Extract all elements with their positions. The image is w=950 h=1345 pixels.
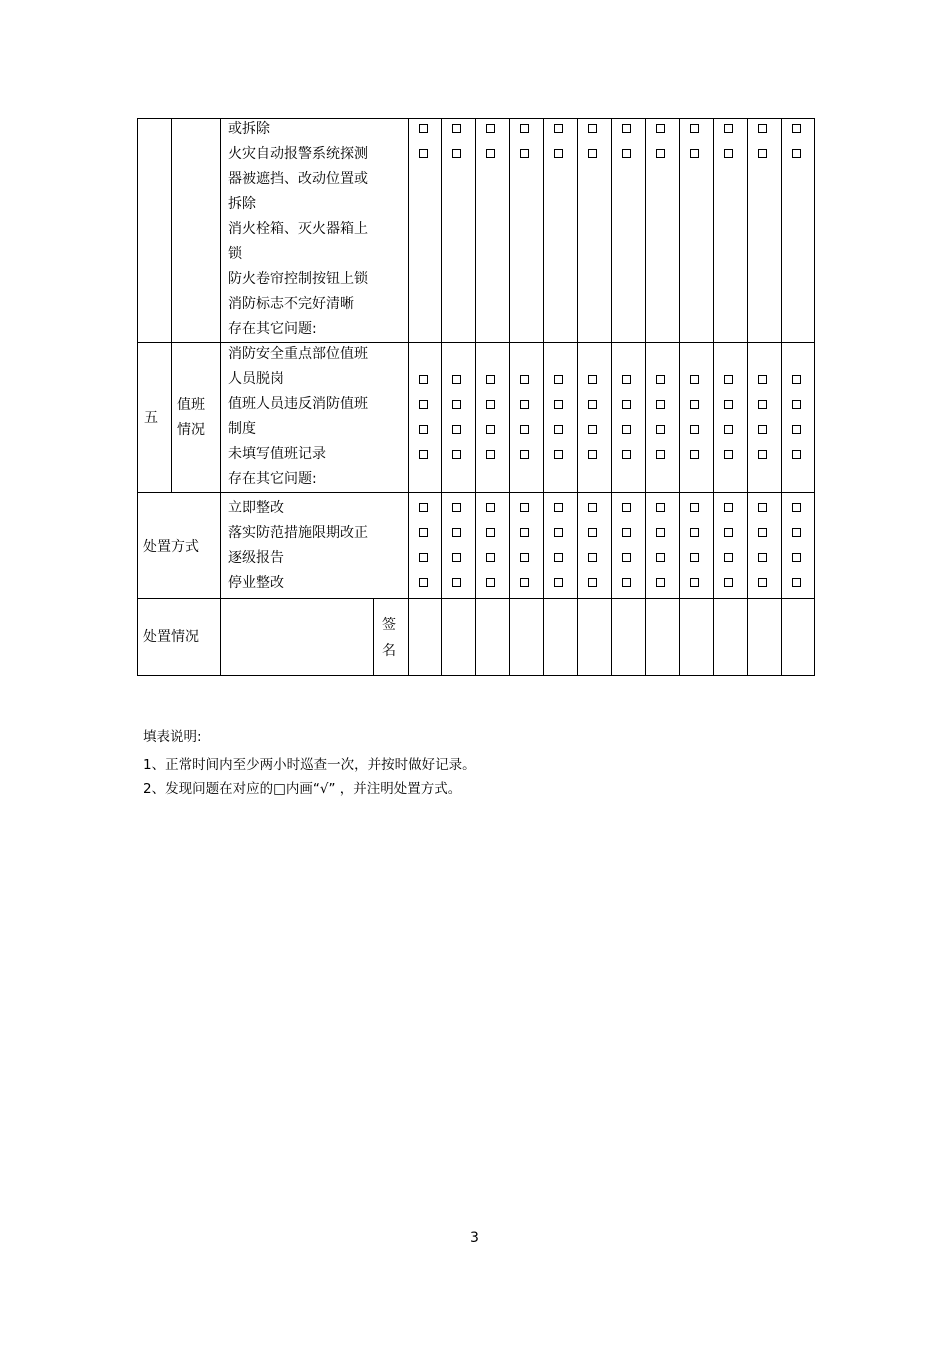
five-item-3: 制度 (228, 421, 256, 437)
checkbox[interactable] (690, 578, 699, 587)
table-hline-4 (137, 675, 815, 676)
checkbox[interactable] (724, 425, 733, 434)
checkbox[interactable] (792, 375, 801, 384)
checkbox[interactable] (724, 124, 733, 133)
cont-item-5: 锁 (228, 246, 242, 262)
checkbox[interactable] (486, 425, 495, 434)
checkbox[interactable] (758, 149, 767, 158)
checkbox[interactable] (452, 528, 461, 537)
checkbox[interactable] (520, 553, 529, 562)
checkbox[interactable] (520, 528, 529, 537)
checkbox[interactable] (792, 124, 801, 133)
checkbox[interactable] (588, 124, 597, 133)
checkbox[interactable] (724, 578, 733, 587)
checkbox[interactable] (792, 503, 801, 512)
checkbox[interactable] (758, 450, 767, 459)
checkbox[interactable] (588, 553, 597, 562)
disposal-method-label: 处置方式 (143, 539, 199, 555)
checkbox[interactable] (452, 425, 461, 434)
checkbox[interactable] (690, 375, 699, 384)
checkbox[interactable] (622, 124, 631, 133)
checkbox[interactable] (554, 400, 563, 409)
checkbox[interactable] (622, 425, 631, 434)
checkbox[interactable] (622, 503, 631, 512)
checkbox[interactable] (792, 528, 801, 537)
five-item-4: 未填写值班记录 (228, 446, 326, 462)
checkbox[interactable] (656, 503, 665, 512)
checkbox[interactable] (554, 425, 563, 434)
checkbox[interactable] (554, 578, 563, 587)
method-item-1: 落实防范措施限期改正 (228, 525, 368, 541)
sign-label-line2: 名 (382, 643, 396, 659)
table-vline-items (220, 118, 221, 675)
five-item-2: 值班人员违反消防值班 (228, 396, 368, 412)
table-vline-category (171, 118, 172, 492)
table-vline-sign (373, 598, 374, 675)
checkbox[interactable] (758, 375, 767, 384)
checkbox[interactable] (792, 450, 801, 459)
method-item-3: 停业整改 (228, 575, 284, 591)
checkbox[interactable] (656, 578, 665, 587)
checkbox[interactable] (486, 553, 495, 562)
checkbox[interactable] (554, 528, 563, 537)
checkbox[interactable] (792, 425, 801, 434)
checkbox[interactable] (690, 450, 699, 459)
checkbox[interactable] (588, 149, 597, 158)
checkbox[interactable] (452, 375, 461, 384)
checkbox[interactable] (419, 450, 428, 459)
page-number: 3 (470, 1230, 479, 1246)
table-vline-col-8 (679, 118, 680, 675)
checkbox[interactable] (792, 149, 801, 158)
five-item-5: 存在其它问题: (228, 471, 317, 487)
checkbox[interactable] (419, 425, 428, 434)
checkbox[interactable] (758, 400, 767, 409)
checkbox[interactable] (486, 450, 495, 459)
checkbox[interactable] (758, 578, 767, 587)
checkbox[interactable] (520, 450, 529, 459)
table-vline-col-6 (611, 118, 612, 675)
table-vline-col-2 (475, 118, 476, 675)
checkbox[interactable] (486, 375, 495, 384)
checkbox[interactable] (452, 124, 461, 133)
checkbox[interactable] (452, 149, 461, 158)
checkbox[interactable] (554, 124, 563, 133)
checkbox[interactable] (792, 400, 801, 409)
checkbox[interactable] (452, 578, 461, 587)
checkbox[interactable] (554, 149, 563, 158)
checkbox[interactable] (419, 400, 428, 409)
checkbox[interactable] (588, 425, 597, 434)
checkbox[interactable] (690, 503, 699, 512)
checkbox[interactable] (656, 553, 665, 562)
table-vline-col-11 (781, 118, 782, 675)
checkbox[interactable] (452, 503, 461, 512)
checkbox[interactable] (554, 503, 563, 512)
checkbox[interactable] (588, 400, 597, 409)
checkbox[interactable] (758, 553, 767, 562)
checkbox[interactable] (486, 503, 495, 512)
checkbox[interactable] (554, 553, 563, 562)
checkbox[interactable] (588, 578, 597, 587)
checkbox[interactable] (486, 149, 495, 158)
cont-item-6: 防火卷帘控制按钮上锁 (228, 271, 368, 287)
table-vline-col-3 (509, 118, 510, 675)
checkbox[interactable] (622, 578, 631, 587)
checkbox[interactable] (656, 375, 665, 384)
checkbox[interactable] (554, 375, 563, 384)
checkbox[interactable] (452, 450, 461, 459)
checkbox[interactable] (486, 400, 495, 409)
checkbox[interactable] (419, 149, 428, 158)
checkbox[interactable] (419, 553, 428, 562)
method-item-0: 立即整改 (228, 500, 284, 516)
five-item-1: 人员脱岗 (228, 371, 284, 387)
checkbox[interactable] (486, 528, 495, 537)
checkbox[interactable] (724, 400, 733, 409)
checkbox[interactable] (724, 149, 733, 158)
checkbox[interactable] (656, 450, 665, 459)
checkbox[interactable] (520, 400, 529, 409)
checkbox[interactable] (622, 450, 631, 459)
section-five-category-line1: 值班 (177, 397, 205, 413)
checkbox[interactable] (419, 124, 428, 133)
cont-item-1: 火灾自动报警系统探测 (228, 146, 368, 162)
checkbox[interactable] (520, 578, 529, 587)
cont-item-8: 存在其它问题: (228, 321, 317, 337)
checkbox[interactable] (520, 149, 529, 158)
checkbox[interactable] (419, 528, 428, 537)
checkbox[interactable] (690, 149, 699, 158)
notes-line-1: 1、正常时间内至少两小时巡查一次，并按时做好记录。 (143, 757, 476, 773)
table-left-border (137, 118, 138, 675)
checkbox[interactable] (656, 149, 665, 158)
checkbox[interactable] (622, 553, 631, 562)
checkbox[interactable] (622, 149, 631, 158)
section-five-category-line2: 情况 (177, 422, 205, 438)
checkbox[interactable] (758, 503, 767, 512)
checkbox[interactable] (690, 528, 699, 537)
five-item-0: 消防安全重点部位值班 (228, 346, 368, 362)
table-vline-col-4 (543, 118, 544, 675)
cont-item-3: 拆除 (228, 196, 256, 212)
cont-item-0: 或拆除 (228, 121, 270, 137)
checkbox[interactable] (690, 553, 699, 562)
checkbox[interactable] (520, 425, 529, 434)
checkbox[interactable] (622, 528, 631, 537)
checkbox[interactable] (588, 528, 597, 537)
checkbox[interactable] (554, 450, 563, 459)
checkbox[interactable] (520, 124, 529, 133)
checkbox[interactable] (656, 528, 665, 537)
table-vline-col-5 (577, 118, 578, 675)
checkbox[interactable] (622, 375, 631, 384)
checkbox[interactable] (724, 503, 733, 512)
checkbox[interactable] (690, 124, 699, 133)
notes-line-2: 2、发现问题在对应的□内画“√” ，并注明处置方式。 (143, 781, 462, 797)
table-vline-col-7 (645, 118, 646, 675)
checkbox[interactable] (588, 375, 597, 384)
checkbox[interactable] (622, 400, 631, 409)
checkbox[interactable] (452, 400, 461, 409)
cont-item-4: 消火栓箱、灭火器箱上 (228, 221, 368, 237)
checkbox[interactable] (486, 124, 495, 133)
checkbox[interactable] (724, 528, 733, 537)
checkbox[interactable] (520, 375, 529, 384)
cont-item-2: 器被遮挡、改动位置或 (228, 171, 368, 187)
checkbox[interactable] (419, 578, 428, 587)
section-five-number: 五 (144, 410, 158, 426)
table-vline-col-9 (713, 118, 714, 675)
checkbox[interactable] (690, 425, 699, 434)
checkbox[interactable] (656, 400, 665, 409)
cont-item-7: 消防标志不完好清晰 (228, 296, 354, 312)
checkbox[interactable] (690, 400, 699, 409)
checkbox[interactable] (724, 553, 733, 562)
checkbox[interactable] (486, 578, 495, 587)
table-vline-col-1 (441, 118, 442, 675)
checkbox[interactable] (419, 503, 428, 512)
table-right-border (814, 118, 815, 675)
checkbox[interactable] (758, 528, 767, 537)
checkbox[interactable] (656, 124, 665, 133)
checkbox[interactable] (724, 450, 733, 459)
checkbox[interactable] (656, 425, 665, 434)
table-vline-col-10 (747, 118, 748, 675)
sign-label-line1: 签 (382, 617, 396, 633)
checkbox[interactable] (724, 375, 733, 384)
method-item-2: 逐级报告 (228, 550, 284, 566)
checkbox[interactable] (758, 425, 767, 434)
table-vline-col-0 (408, 118, 409, 675)
checkbox[interactable] (419, 375, 428, 384)
checkbox[interactable] (588, 503, 597, 512)
checkbox[interactable] (452, 553, 461, 562)
checkbox[interactable] (792, 553, 801, 562)
checkbox[interactable] (758, 124, 767, 133)
checkbox[interactable] (520, 503, 529, 512)
checkbox[interactable] (792, 578, 801, 587)
disposal-status-label: 处置情况 (143, 629, 199, 645)
checkbox[interactable] (588, 450, 597, 459)
notes-title: 填表说明: (143, 729, 202, 745)
